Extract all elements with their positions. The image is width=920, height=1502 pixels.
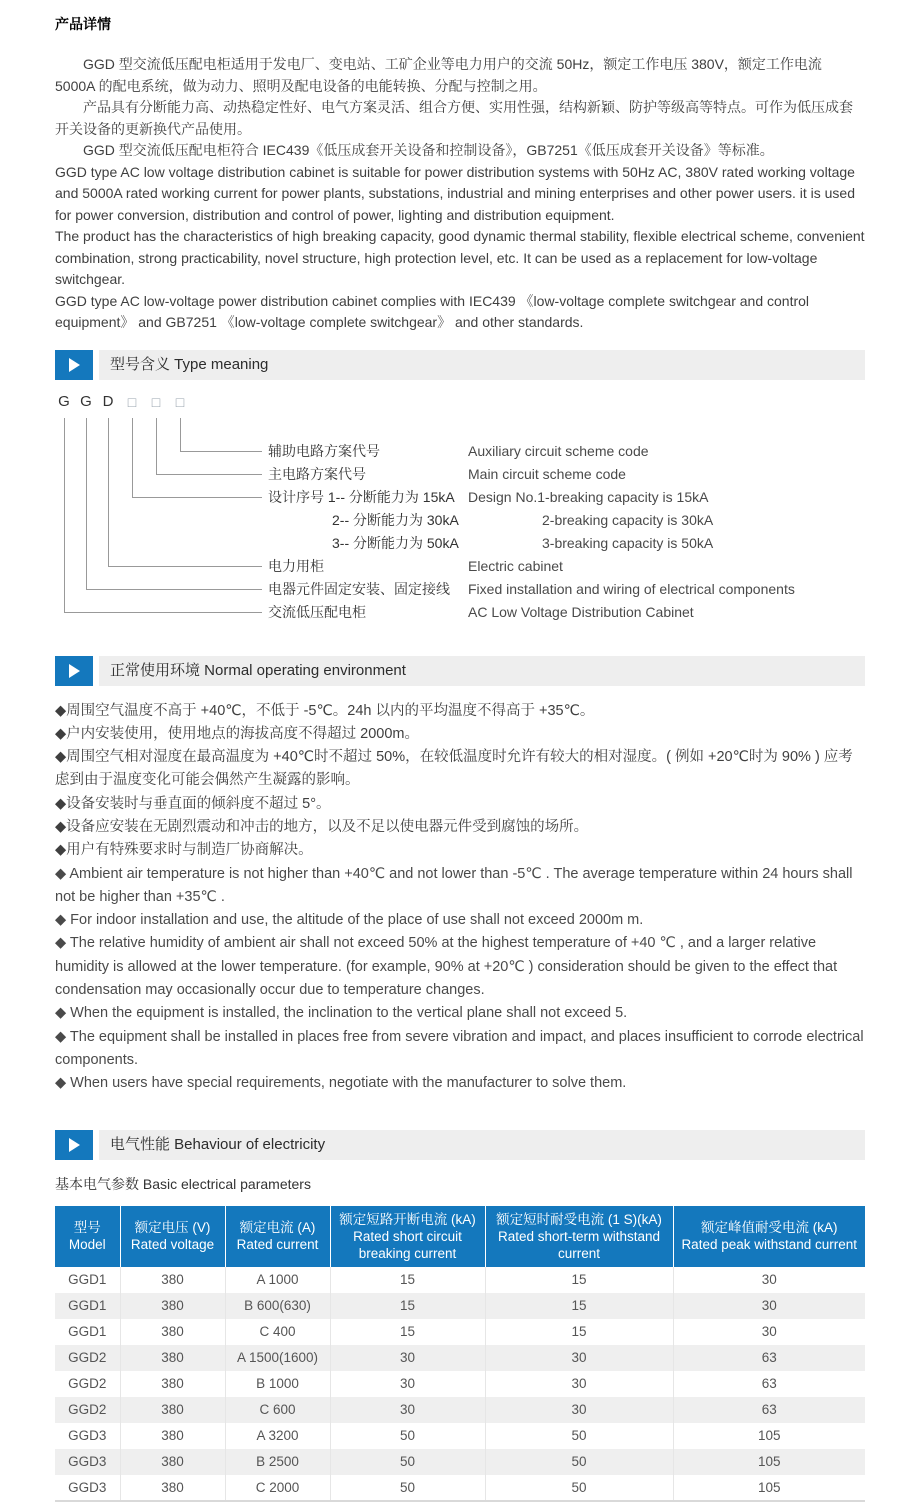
diagram-label-en: Fixed installation and wiring of electrical components — [468, 580, 795, 597]
environment-bullets — [55, 700, 865, 1096]
table-cell: C 2000 — [225, 1475, 330, 1501]
table-cell: 105 — [757, 1428, 781, 1444]
intro-paragraph-cn: GGD 型交流低压配电柜符合 IEC439《低压成套开关设备和控制设备》，GB7251《低压成套开关设备》等标准。 — [83, 142, 774, 158]
table-cell: 380 — [120, 1449, 225, 1475]
table-cell: 30 — [485, 1345, 673, 1371]
table-row — [55, 1371, 865, 1397]
code-placeholder-box: □ — [151, 393, 161, 410]
diagram-line — [64, 418, 65, 612]
play-arrow-icon — [55, 350, 93, 380]
table-cell: 30 — [485, 1371, 673, 1397]
env-bullet-en: ◆ The equipment shall be installed in places free from severe vibration and impact, and places insufficient to corrode electrical components. — [55, 1028, 864, 1068]
table-cell: 50 — [485, 1475, 673, 1501]
table-cell: 15 — [330, 1293, 485, 1319]
table-cell: GGD3 — [55, 1475, 120, 1501]
table-cell: A 1500(1600) — [225, 1345, 330, 1371]
table-cell: 30 — [330, 1345, 485, 1371]
table-cell: A 1000 — [225, 1267, 330, 1293]
diagram-line — [108, 566, 262, 567]
diagram-line — [132, 497, 262, 498]
diagram-label-en: 3-breaking capacity is 50kA — [542, 534, 714, 551]
diagram-label-en: Design No.1-breaking capacity is 15kA — [468, 488, 709, 505]
table-cell: 30 — [330, 1371, 485, 1397]
intro-paragraph-cn: 产品具有分断能力高、动热稳定性好、电气方案灵活、组合方便、实用性强，结构新颖、防护等级高等特点。可作为低压成套开关设备的更新换代产品使用。 — [55, 99, 853, 137]
diagram-label-en: Auxiliary circuit scheme code — [468, 442, 649, 459]
column-header: 额定电压 (V) Rated voltage — [120, 1206, 225, 1267]
type-meaning-diagram — [55, 392, 865, 640]
env-bullet-en: ◆ When the equipment is installed, the inclination to the vertical plane shall not exceed 5. — [55, 1005, 628, 1022]
table-cell: 30 — [761, 1298, 777, 1314]
table-cell: 15 — [485, 1267, 673, 1293]
table-cell: C 600 — [225, 1397, 330, 1423]
table-cell: 15 — [485, 1293, 673, 1319]
table-cell: GGD2 — [55, 1371, 120, 1397]
table-cell: C 400 — [225, 1319, 330, 1345]
table-cell: GGD2 — [55, 1345, 120, 1371]
table-cell: B 600(630) — [225, 1293, 330, 1319]
table-row — [55, 1293, 865, 1319]
diagram-line — [86, 589, 262, 590]
env-bullet-cn: ◆户内安装使用，使用地点的海拔高度不得超过 2000m。 — [55, 725, 420, 742]
column-header: 额定短路开断电流 (kA) Rated short circuit breaking current — [330, 1206, 485, 1267]
section-title: 电气性能 Behaviour of electricity — [99, 1130, 865, 1160]
electrical-parameters-table — [55, 1206, 865, 1502]
diagram-line — [64, 612, 262, 613]
diagram-label-en: Electric cabinet — [468, 557, 563, 574]
intro-text — [55, 54, 865, 334]
table-cell: 30 — [485, 1397, 673, 1423]
diagram-label-cn: 辅助电路方案代号 — [268, 442, 380, 459]
table-cell: 380 — [120, 1319, 225, 1345]
table-cell: 30 — [330, 1397, 485, 1423]
intro-paragraph-cn: GGD 型交流低压配电柜适用于发电厂、变电站、工矿企业等电力用户的交流 50Hz，额定工作电压 380V，额定工作电流 5000A 的配电系统，做为动力、照明及配电设备的电能转换、分配与控制之用。 — [55, 56, 822, 94]
env-bullet-cn: ◆用户有特殊要求时与制造厂协商解决。 — [55, 842, 313, 859]
code-placeholder-box: □ — [127, 393, 137, 410]
table-cell: 380 — [120, 1475, 225, 1501]
env-bullet-cn: ◆设备安装时与垂直面的倾斜度不超过 5°。 — [55, 795, 331, 812]
env-bullet-cn: ◆设备应安装在无剧烈震动和冲击的地方，以及不足以使电器元件受到腐蚀的场所。 — [55, 818, 589, 835]
diagram-label-cn: 3-- 分断能力为 50kA — [332, 534, 459, 551]
env-bullet-en: ◆ The relative humidity of ambient air shall not exceed 50% at the highest temperature of +40 ℃ , and a larger relative humidity is allowed at the lower temperature. (for example, 90% at +20℃ ) consideration should be given to the effect that condensation may occasionally occur due to temperature changes. — [55, 935, 838, 999]
diagram-label-cn: 主电路方案代号 — [268, 465, 366, 482]
play-arrow-icon — [55, 1130, 93, 1160]
table-cell: GGD1 — [55, 1293, 120, 1319]
diagram-line — [108, 418, 109, 566]
column-header: 额定峰值耐受电流 (kA) Rated peak withstand current — [673, 1206, 865, 1267]
table-cell: GGD1 — [55, 1267, 120, 1293]
env-bullet-en: ◆ When users have special requirements, negotiate with the manufacturer to solve them. — [55, 1075, 627, 1092]
table-cell: 50 — [485, 1449, 673, 1475]
diagram-label-cn: 交流低压配电柜 — [268, 603, 366, 620]
table-cell: 15 — [330, 1319, 485, 1345]
table-cell: 380 — [120, 1423, 225, 1449]
table-row — [55, 1423, 865, 1449]
column-header: 型号 Model — [55, 1206, 120, 1267]
diagram-label-en: Main circuit scheme code — [468, 465, 626, 482]
diagram-label-cn: 电力用柜 — [268, 557, 324, 574]
table-cell: 50 — [330, 1423, 485, 1449]
table-cell: GGD2 — [55, 1397, 120, 1423]
table-cell: 50 — [330, 1449, 485, 1475]
table-cell: 15 — [485, 1319, 673, 1345]
env-bullet-cn: ◆周围空气相对湿度在最高温度为 +40℃时不超过 50%，在较低温度时允许有较大的相对湿度。( 例如 +20℃时为 90% ) 应考虑到由于温度变化可能会偶然产生凝露的影响。 — [55, 749, 853, 789]
table-cell: 105 — [757, 1479, 781, 1495]
section-header-electricity — [55, 1130, 865, 1160]
column-header: 额定短时耐受电流 (1 S)(kA) Rated short-term withstand current — [485, 1206, 673, 1267]
table-row — [55, 1319, 865, 1345]
diagram-line — [180, 418, 181, 451]
play-arrow-icon — [55, 656, 93, 686]
table-row — [55, 1475, 865, 1501]
table-cell: GGD3 — [55, 1449, 120, 1475]
env-bullet-en: ◆ Ambient air temperature is not higher than +40℃ and not lower than -5℃ . The average temperature within 24 hours shall not be higher than +35℃ . — [55, 865, 853, 905]
table-cell: 380 — [120, 1345, 225, 1371]
column-header: 额定电流 (A) Rated current — [225, 1206, 330, 1267]
table-row — [55, 1397, 865, 1423]
table-cell: 63 — [761, 1376, 777, 1392]
table-cell: B 1000 — [225, 1371, 330, 1397]
table-header-row — [55, 1206, 865, 1267]
diagram-line — [180, 451, 262, 452]
code-char: G — [80, 392, 92, 410]
diagram-label-cn: 设计序号 1-- 分断能力为 15kA — [268, 488, 455, 505]
code-char: G — [58, 392, 70, 410]
table-cell: 30 — [761, 1324, 777, 1340]
section-header-type-meaning — [55, 350, 865, 380]
code-char: D — [102, 392, 114, 410]
diagram-label-en: 2-breaking capacity is 30kA — [542, 511, 714, 528]
table-cell: 105 — [757, 1454, 781, 1470]
section-title: 型号含义 Type meaning — [99, 350, 865, 380]
env-bullet-cn: ◆周围空气温度不高于 +40℃，不低于 -5℃。24h 以内的平均温度不得高于 +35℃。 — [55, 702, 595, 719]
diagram-label-cn: 电器元件固定安装、固定接线 — [268, 580, 450, 597]
table-cell: 50 — [330, 1475, 485, 1501]
table-cell: 63 — [761, 1402, 777, 1418]
table-cell: A 3200 — [225, 1423, 330, 1449]
page-title: 产品详情 — [55, 16, 111, 32]
table-row — [55, 1267, 865, 1293]
section-title: 正常使用环境 Normal operating environment — [99, 656, 865, 686]
table-cell: 380 — [120, 1267, 225, 1293]
table-cell: 50 — [485, 1423, 673, 1449]
table-cell: 30 — [761, 1272, 777, 1288]
table-cell: GGD3 — [55, 1423, 120, 1449]
diagram-line — [132, 418, 133, 497]
diagram-line — [156, 418, 157, 474]
code-placeholder-box: □ — [175, 393, 185, 410]
section-header-environment — [55, 656, 865, 686]
table-cell: 15 — [330, 1267, 485, 1293]
intro-paragraph-en: GGD type AC low voltage distribution cabinet is suitable for power distribution systems with 50Hz AC, 380V rated working voltage and 5000A rated working current for power plants, substations, industrial and mining enterprises and other power users. it is used for power conversion, distribution and control of power, lighting and distribution equipment. — [55, 163, 855, 223]
table-cell: GGD1 — [55, 1319, 120, 1345]
intro-paragraph-en: GGD type AC low-voltage power distribution cabinet complies with IEC439 《low-voltage complete switchgear and control equipment》 and GB7251 《low-voltage complete switchgear》 and other standards. — [55, 292, 810, 330]
intro-paragraph-en: The product has the characteristics of high breaking capacity, good dynamic thermal stability, flexible electrical scheme, convenient combination, strong practicability, novel structure, high protection level, etc. It can be used as a replacement for low-voltage switchgear. — [55, 228, 865, 287]
table-cell: 380 — [120, 1397, 225, 1423]
diagram-label-en: AC Low Voltage Distribution Cabinet — [468, 603, 694, 620]
table-cell: 63 — [761, 1350, 777, 1366]
diagram-label-cn: 2-- 分断能力为 30kA — [332, 511, 459, 528]
table-row — [55, 1449, 865, 1475]
table-cell: 380 — [120, 1371, 225, 1397]
env-bullet-en: ◆ For indoor installation and use, the altitude of the place of use shall not exceed 2000m m. — [55, 912, 644, 929]
table-subtitle: 基本电气参数 Basic electrical parameters — [55, 1175, 311, 1192]
table-cell: B 2500 — [225, 1449, 330, 1475]
diagram-line — [156, 474, 262, 475]
diagram-line — [86, 418, 87, 589]
table-row — [55, 1345, 865, 1371]
table-cell: 380 — [120, 1293, 225, 1319]
